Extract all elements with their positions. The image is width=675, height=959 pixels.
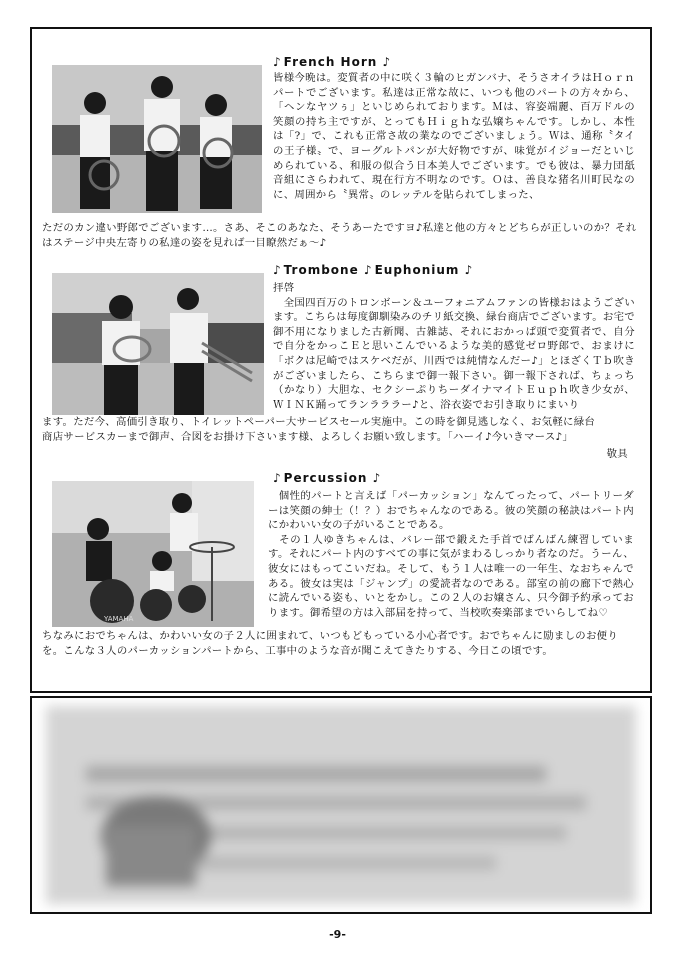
percussion-title: Percussion bbox=[283, 471, 368, 485]
trombone-tail: ます。ただ今、高価引き取り、トイレットペーパー大サービスセール実施中。この時を御見逃しなく、お気軽に緑台商店サービスカーまで御声、合図をお掛け下さいます様、よろしくお願い致します。「ハーイ♪今いきマース♪」 bbox=[42, 416, 596, 443]
percussion-tail: ちなみにおでちゃんは、かわいい女の子２人に囲まれて、いつもどもっている小心者です。おでちゃんに励ましのお便りを。こんな３人のパーカッションパートから、工事中のような音が聞こえてきたりする、今日この頃です。 bbox=[42, 630, 619, 657]
blurred-content-box bbox=[30, 696, 652, 914]
percussion-photo bbox=[52, 481, 254, 627]
french-horn-title: French Horn bbox=[283, 55, 378, 69]
music-note-icon: ♪ bbox=[273, 55, 282, 69]
french-horn-tail: ただのカン違い野郎でございます…。さあ、そこのあなた、そうあーたですヨ♪私達と他の方々とどちらが正しいのか？それはステージ中央左寄りの私達の姿を見れば一目瞭然だぁ〜♪ bbox=[42, 222, 637, 249]
music-note-icon: ♪ bbox=[273, 471, 282, 485]
music-note-icon: ♪ bbox=[363, 263, 373, 277]
svg-text:YAMAHA: YAMAHA bbox=[104, 615, 134, 623]
trombone-closing: 敬具 bbox=[606, 448, 628, 460]
music-note-icon: ♪ bbox=[464, 263, 474, 277]
trombone-photo bbox=[52, 273, 264, 415]
page-number: -9- bbox=[329, 928, 346, 941]
french-horn-heading bbox=[273, 55, 393, 69]
euphonium-title: Euphonium bbox=[374, 263, 460, 277]
percussion-heading bbox=[273, 471, 383, 485]
trombone-body: 拝啓 全国四百万のトロンボーン＆ユーフォニアムファンの皆様おはようございます。こちらは毎度御馴染みのチリ紙交換、緑台商店でございます。お宅で御不用になりました古新聞、古雑誌、それにおかっぱ頭で変質者で、自分で自分をかっこＥと思いこんでいるような美的感覚ゼロ野郎で、おまけに「ボクは尼崎ではスケベだが、川西では純情なんだー♪」とほざくＴｂ吹きがございましたら、こちらまで御一報下さい。御一報下されば、ちょっち（かなり）大胆な、セクシーぷりちーダイナマイトＥｕｐｈ吹き少女が、ＷＩＮＫ踊ってランラララー♪と、浴衣姿でお引き取りにまいり bbox=[273, 282, 635, 411]
french-horn-body: 皆様今晩は。変質者の中に咲く３輪のヒガンバナ、そうさオイラはＨｏｒｎパートでございます。私達は正常な故に、いつも他のパートの方々から、「ヘンなヤツぅ」といじめられております。Ｍは、容姿端麗、百万ドルの笑顔の持ち主ですが、とってもＨｉｇｈな弘嬢ちゃんです。しかし、本性は「?」で、これも正常さ故の業なのでございましょう。Ｗは、通称〝タイの王子様〟で、ヨーグルトパンが大好物ですが、味覚がイジョーだといじめられている、和服の似合う日本美人でございます。でも彼は、暴力団舐音組にさらわれて、現在行方不明なのです。Ｏは、善良な猪名川町民なのに、周囲から〝異常〟のレッテルを貼られてしまった、 bbox=[273, 72, 635, 201]
french-horn-photo bbox=[52, 65, 262, 213]
trombone-heading bbox=[273, 263, 475, 277]
article-frame bbox=[30, 27, 652, 693]
blurred-region bbox=[46, 706, 636, 904]
music-note-icon: ♪ bbox=[372, 471, 382, 485]
percussion-body: 個性的パートと言えば「パーカッション」なんてったって、パートリーダーは笑顔の紳士（！？）おでちゃんなのである。彼の笑顔の秘訣はパート内にかわいい女の子がいることである。 その１人ゆきちゃんは、バレー部で鍛えた手首でばんばん練習しています。それにパート内のすべての事に気がまわるしっかり者なのだ。うーん、彼女にはもってこいだね。そして、もう１人は唯一の一年生、なおちゃんである。彼女は実は「ジャンプ」の愛読者なのである。部室の前の廊下で熱心に読んでいる姿も、いとをかし。この２人のお嬢さん、只今御予約承っております。御希望の方は入部届を持って、当校吹奏楽部までいらしてね♡ bbox=[268, 490, 634, 619]
trombone-title: Trombone bbox=[283, 263, 359, 277]
music-note-icon: ♪ bbox=[273, 263, 282, 277]
music-note-icon: ♪ bbox=[382, 55, 392, 69]
